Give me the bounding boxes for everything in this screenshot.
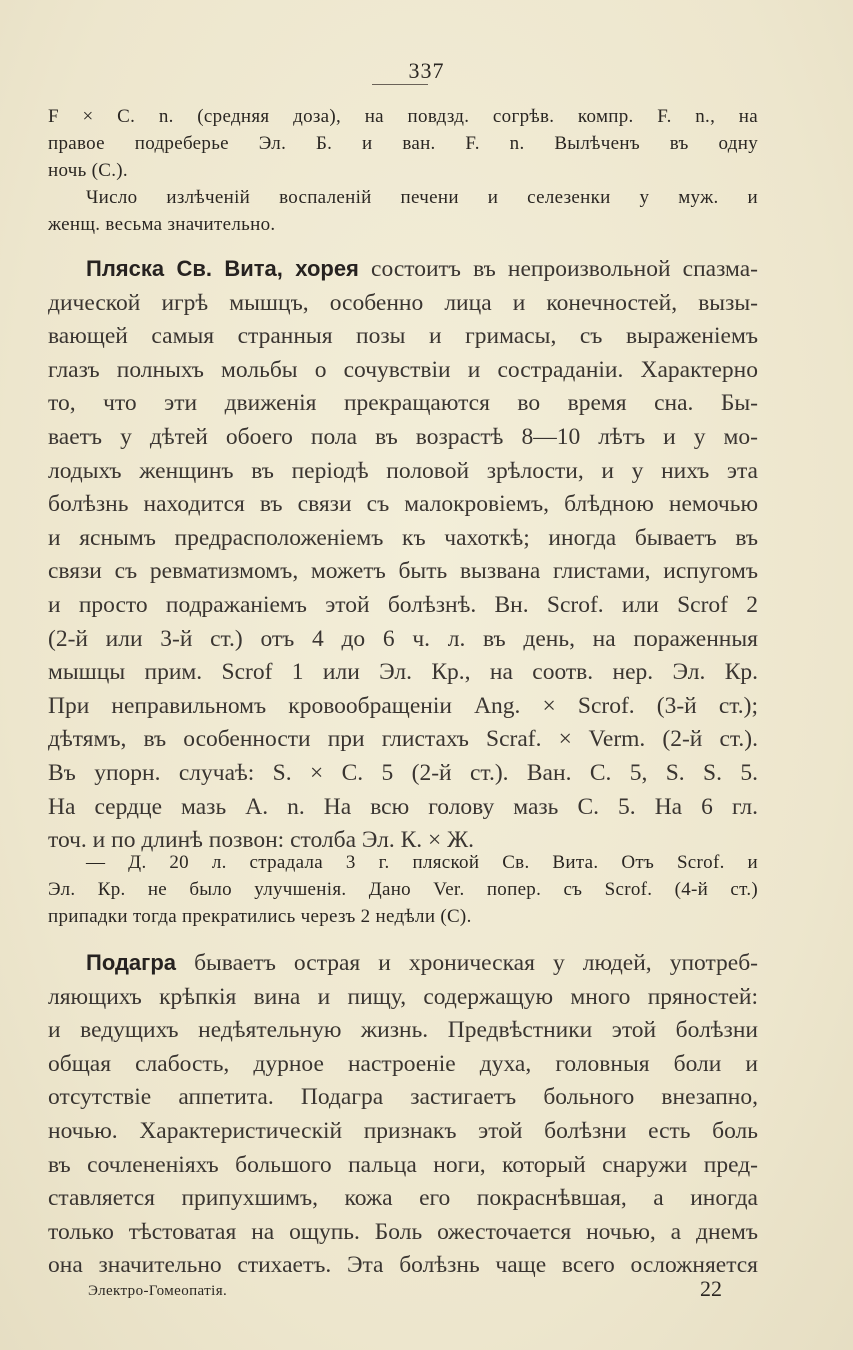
- text-line: глазъ полныхъ мольбы о сочувствіи и состраданіи. Характерно: [48, 356, 758, 383]
- text-line: (2-й или 3-й ст.) отъ 4 до 6 ч. л. въ день, на пораженныя: [48, 625, 758, 652]
- text-line: ночь (С.).: [48, 160, 128, 181]
- chorea-section: [48, 252, 758, 858]
- text-line: и просто подражаніемъ этой болѣзнѣ. Вн. Scrof. или Scrof 2: [48, 591, 758, 618]
- page-number: 337: [408, 58, 445, 83]
- text-line: [48, 252, 758, 287]
- text-line: болѣзнь находится въ связи съ малокровіемъ, блѣдною немочью: [48, 491, 758, 518]
- text-line: лодыхъ женщинъ въ періодѣ половой зрѣлости, и у нихъ эта: [48, 457, 758, 484]
- section-heading: Пляска Св. Вита, хорея: [86, 256, 359, 281]
- text-line: При неправильномъ кровообращеніи Ang. × Scrof. (3-й ст.);: [48, 692, 758, 719]
- text-line: мышцы прим. Scrof 1 или Эл. Кр., на соотв. нер. Эл. Кр.: [48, 659, 758, 686]
- text-line: — Д. 20 л. страдала 3 г. пляской Св. Вита. Отъ Scrof. и: [86, 852, 758, 873]
- text-line: ставляется припухшимъ, кожа его покраснѣвшая, а иногда: [48, 1185, 758, 1212]
- gout-section: [48, 946, 758, 1283]
- header-rule: [372, 84, 428, 85]
- text-line: она значительно стихаетъ. Эта болѣзнь чаще всего осложняется: [48, 1252, 758, 1279]
- text-line: дической игрѣ мышцъ, особенно лица и конечностей, вызы-: [48, 289, 758, 316]
- text-line: женщ. весьма значительно.: [48, 214, 276, 235]
- text-line: то, что эти движенія прекращаются во время сна. Бы-: [48, 390, 758, 417]
- text-line: связи съ ревматизмомъ, можетъ быть вызвана глистами, испугомъ: [48, 558, 758, 585]
- text-line: Эл. Кр. не было улучшенія. Дано Ver. попер. съ Scrof. (4-й ст.): [48, 879, 758, 900]
- text-line: и яснымъ предрасположеніемъ къ чахоткѣ; иногда бываетъ въ: [48, 524, 758, 551]
- text-line: F × C. n. (средняя доза), на повдзд. согрѣв. компр. F. n., на: [48, 106, 758, 127]
- liver-cases-paragraph: [48, 103, 758, 238]
- text-line: [48, 946, 758, 981]
- text-line: точ. и по длинѣ позвон: столба Эл. К. × Ж.: [48, 827, 475, 854]
- text-line: На сердце мазь А. n. На всю голову мазь C. 5. На 6 гл.: [48, 793, 758, 820]
- text-line: только тѣстоватая на ощупь. Боль ожесточается ночью, а днемъ: [48, 1218, 758, 1245]
- text-line: отсутствіе аппетита. Подагра застигаетъ больного внезапно,: [48, 1084, 758, 1111]
- text-line: въ сочлененіяхъ большого пальца ноги, который снаружи пред-: [48, 1151, 758, 1178]
- text-line: припадки тогда прекратились черезъ 2 недѣли (С).: [48, 906, 472, 927]
- chorea-case-report: [48, 849, 758, 930]
- text-line: общая слабость, дурное настроеніе духа, головныя боли и: [48, 1050, 758, 1077]
- heading-continuation: состоитъ въ непроизвольной спазма-: [371, 256, 758, 282]
- text-line: и ведущихъ недѣятельную жизнь. Предвѣстники этой болѣзни: [48, 1017, 758, 1044]
- text-line: Въ упорн. случаѣ: S. × C. 5 (2-й ст.). Ван. C. 5, S. S. 5.: [48, 759, 758, 786]
- signature-mark: 22: [700, 1276, 722, 1301]
- text-line: дѣтямъ, въ особенности при глистахъ Scraf. × Verm. (2-й ст.).: [48, 726, 758, 753]
- text-line: вающей самыя странныя позы и гримасы, съ выраженіемъ: [48, 323, 758, 350]
- footer-title: Электро-Гомеопатія.: [88, 1283, 228, 1299]
- section-heading: Подагра: [86, 950, 176, 975]
- text-line: ночью. Характеристическій признакъ этой болѣзни есть боль: [48, 1117, 758, 1144]
- heading-continuation: бываетъ острая и хроническая у людей, употреб-: [194, 950, 758, 976]
- text-line: ляющихъ крѣпкія вина и пищу, содержащую много пряностей:: [48, 983, 758, 1010]
- text-line: ваетъ у дѣтей обоего пола въ возрастѣ 8—10 лѣтъ и у мо-: [48, 423, 758, 450]
- text-line: Число излѣченій воспаленій печени и селезенки у муж. и: [86, 187, 758, 208]
- text-line: правое подреберье Эл. Б. и ван. F. n. Вылѣченъ въ одну: [48, 133, 758, 154]
